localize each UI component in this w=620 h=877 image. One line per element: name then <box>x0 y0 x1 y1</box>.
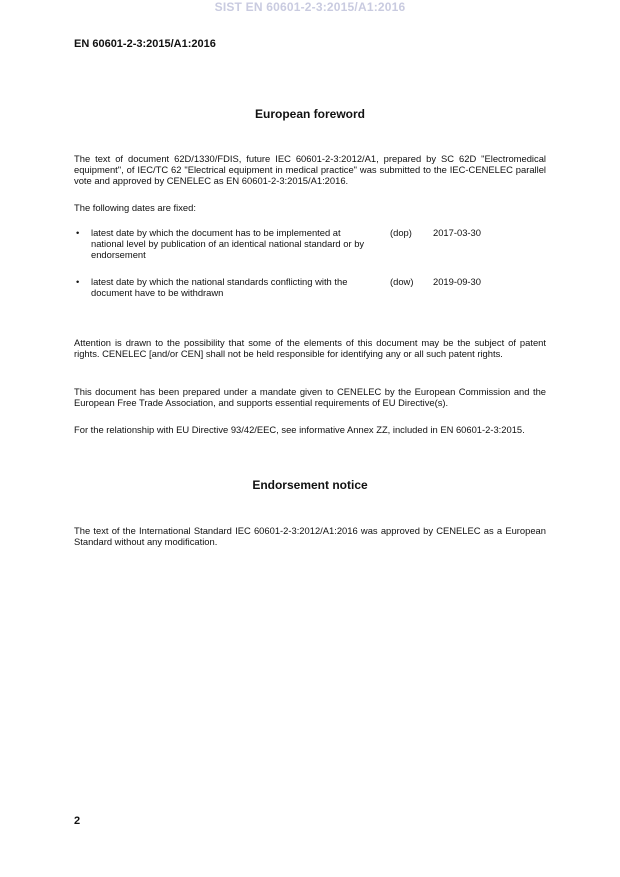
date-item-abbreviation: (dop) <box>390 227 412 238</box>
date-item-date: 2019-09-30 <box>433 276 481 287</box>
date-item-text: latest date by which the national standards conflicting with the document have to be withdrawn <box>91 276 348 299</box>
watermark: SIST EN 60601-2-3:2015/A1:2016 <box>214 0 406 14</box>
bullet-marker: • <box>76 227 80 238</box>
dates-intro-paragraph: The following dates are fixed: <box>74 202 196 213</box>
date-item-abbreviation: (dow) <box>390 276 414 287</box>
date-item-text: latest date by which the document has to be implemented at national level by publication of an identical national standard or by endorsement <box>91 227 365 261</box>
document-id-header: EN 60601-2-3:2015/A1:2016 <box>74 38 216 50</box>
date-item-dop <box>74 227 546 267</box>
endorsement-text-paragraph: The text of the International Standard IEC 60601-2-3:2012/A1:2016 was approved by CENELEC as a European Standard without any modification. <box>74 525 546 548</box>
patent-notice-paragraph: Attention is drawn to the possibility that some of the elements of this document may be the subject of patent rights. CENELEC [and/or CEN] shall not be held responsible for identifying any or all such patent rights. <box>74 337 546 360</box>
foreword-title: European foreword <box>254 107 365 121</box>
directive-relationship-paragraph: For the relationship with EU Directive 93/42/EEC, see informative Annex ZZ, included in EN 60601-2-3:2015. <box>74 424 525 435</box>
endorsement-title: Endorsement notice <box>252 478 368 492</box>
mandate-paragraph: This document has been prepared under a mandate given to CENELEC by the European Commission and the European Free Trade Association, and supports essential requirements of EU Directive(s). <box>74 386 546 409</box>
page-number: 2 <box>74 815 81 827</box>
foreword-intro-paragraph: The text of document 62D/1330/FDIS, future IEC 60601-2-3:2012/A1, prepared by SC 62D "Electromedical equipment", of IEC/TC 62 "Electrical equipment in medical practice" was submitted to the IEC-CENELEC parallel vote and approved by CENELEC as EN 60601-2-3:2015/A1:2016. <box>74 153 546 187</box>
date-item-dow <box>74 276 546 316</box>
date-item-date: 2017-03-30 <box>433 227 481 238</box>
bullet-marker: • <box>76 276 80 287</box>
